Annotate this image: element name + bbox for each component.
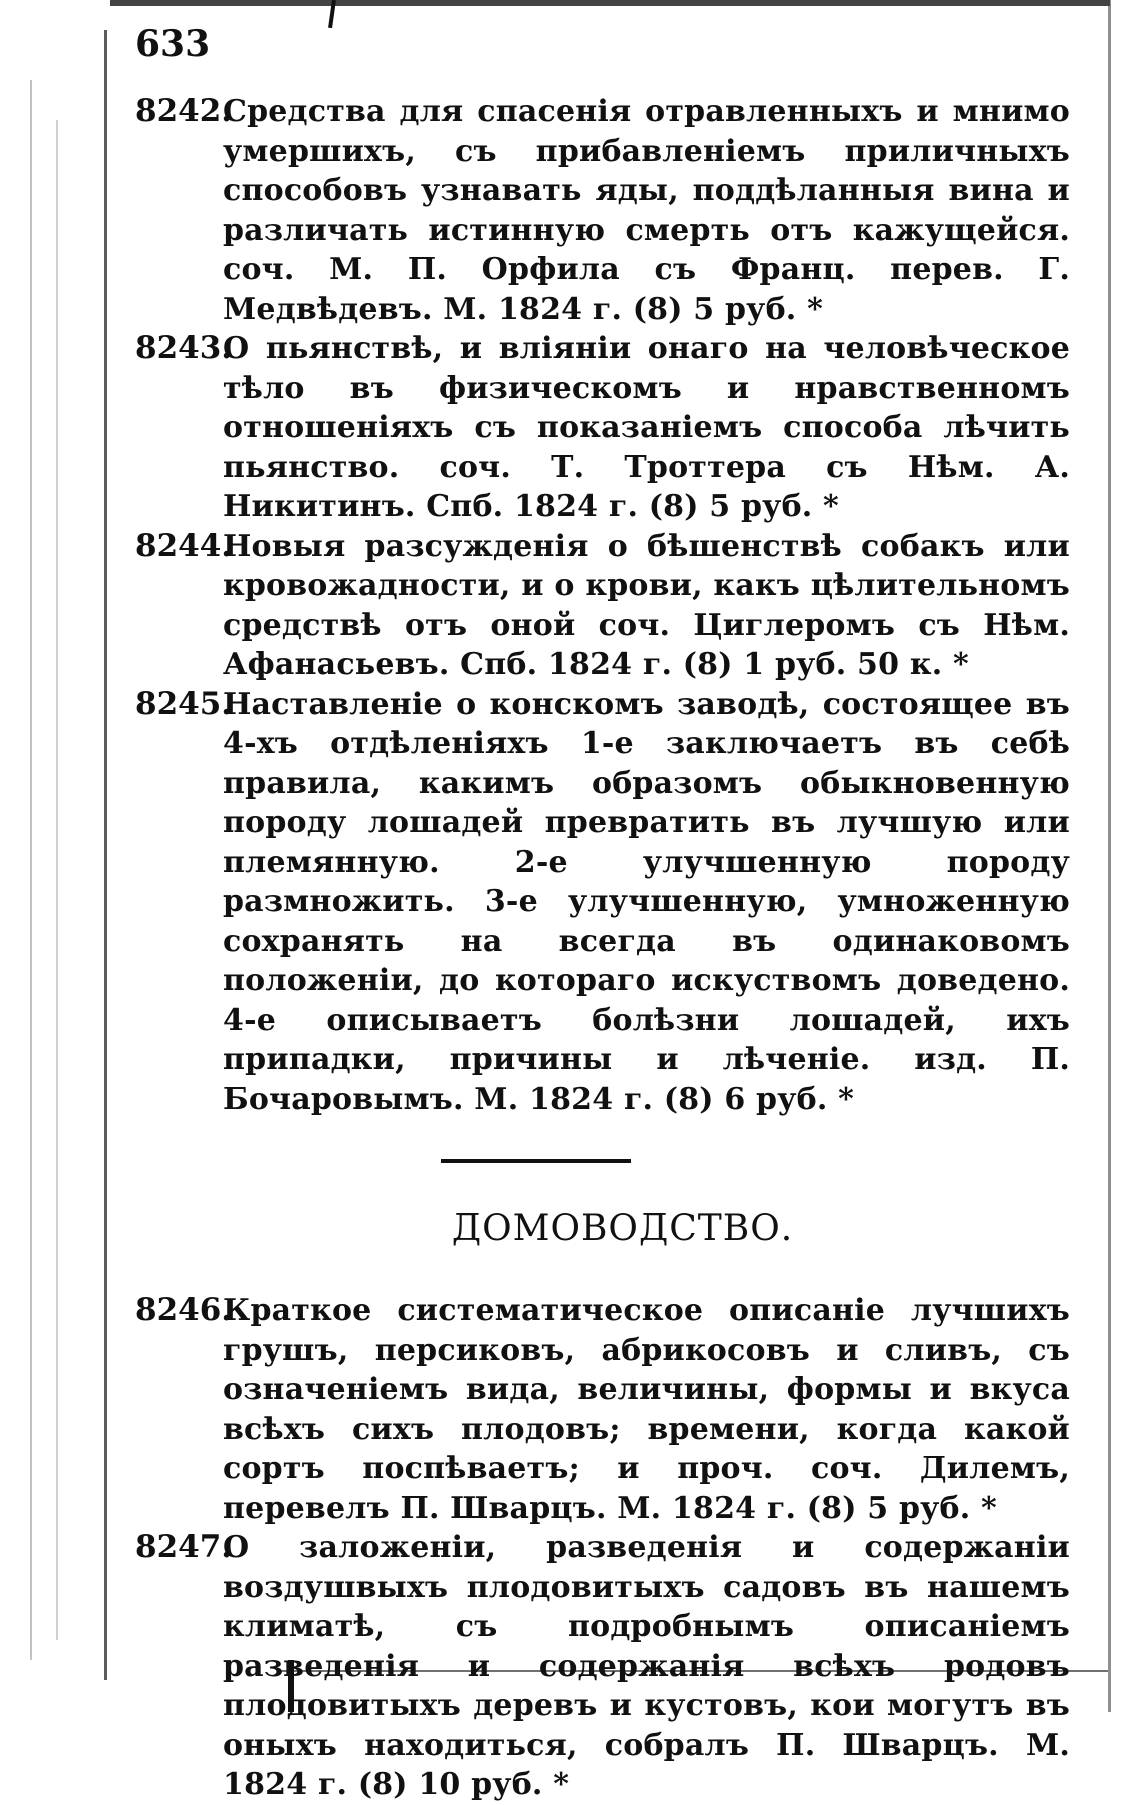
entry-number: 8245. xyxy=(135,685,233,722)
catalog-entry xyxy=(135,1528,1070,1805)
entry-text: Новыя разсужденія о бѣшенствѣ собакъ или кровожадности, и о крови, какъ цѣлительномъ средствѣ отъ оной соч. Циглеромъ съ Нѣм. Афанасьевъ. Спб. 1824 г. (8) 1 руб. 50 к. * xyxy=(223,528,1070,682)
page-number: 633 xyxy=(135,23,211,65)
catalog-entry xyxy=(135,685,1070,1120)
entry-number: 8243. xyxy=(135,330,233,366)
entries-before xyxy=(135,92,1070,1119)
scan-left-edge xyxy=(104,30,107,1680)
entry-text: О пьянствѣ, и вліяніи онаго на человѣческое тѣло въ физическомъ и нравственномъ отношеніяхъ съ показаніемъ способа лѣчить пьянство. соч. Т. Троттера съ Нѣм. А. Никитинъ. Спб. 1824 г. (8) 5 руб. * xyxy=(223,331,1070,524)
entries-after xyxy=(135,1291,1070,1805)
entry-number: 8242. xyxy=(135,93,233,129)
catalog-page xyxy=(135,20,1070,1805)
entry-text: Краткое систематическое описаніе лучшихъ грушъ, персиковъ, абрикосовъ и сливъ, съ означеніемъ вида, величины, формы и вкуса всѣхъ сихъ плодовъ; времени, когда какой сортъ поспѣваетъ; и проч. соч. Дилемъ, перевелъ П. Шварцъ. М. 1824 г. (8) 5 руб. * xyxy=(223,1293,1070,1526)
catalog-entry xyxy=(135,92,1070,329)
entry-number: 8246. xyxy=(135,1292,233,1328)
scan-top-edge xyxy=(110,0,1110,6)
scan-left-middle-edge xyxy=(56,120,58,1640)
catalog-entry xyxy=(135,329,1070,527)
catalog-entry xyxy=(135,1291,1070,1528)
catalog-entry xyxy=(135,527,1070,685)
scan-right-edge xyxy=(1108,0,1111,1712)
entry-number: 8244. xyxy=(135,527,233,564)
section-divider xyxy=(441,1159,631,1163)
section-heading: ДОМОВОДСТВО. xyxy=(451,1208,794,1249)
scan-left-outer-edge xyxy=(30,80,32,1660)
entry-text: О заложеніи, разведенія и содержаніи воздушвыхъ плодовитыхъ садовъ въ нашемъ климатѣ, съ подробнымъ описаніемъ разведенія и содержанія всѣхъ родовъ плодовитыхъ деревъ и кустовъ, кои могутъ въ оныхъ находиться, собралъ П. Шварцъ. М. 1824 г. (8) 10 руб. * xyxy=(223,1530,1070,1802)
entry-text: Наставленіе о конскомъ заводѣ, состоящее въ 4-хъ отдѣленіяхъ 1-е заключаетъ въ себѣ правила, какимъ образомъ обыкновенную породу лошадей превратить въ лучшую или племянную. 2-е улучшенную породу размножить. 3-е улучшенную, умноженную сохранять на всегда въ одинаковомъ положеніи, до котораго искуствомъ доведено. 4-е описываетъ болѣзни лошадей, ихъ припадки, причины и лѣченіе. изд. П. Бочаровымъ. М. 1824 г. (8) 6 руб. * xyxy=(223,686,1070,1117)
entry-number: 8247. xyxy=(135,1529,233,1565)
entry-text: Средства для спасенія отравленныхъ и мнимо умершихъ, съ прибавленіемъ приличныхъ способовъ узнавать яды, поддѣланныя вина и различать истинную смерть отъ кажущейся. соч. М. П. Орфила съ Франц. перев. Г. Медвѣдевъ. М. 1824 г. (8) 5 руб. * xyxy=(223,94,1070,327)
